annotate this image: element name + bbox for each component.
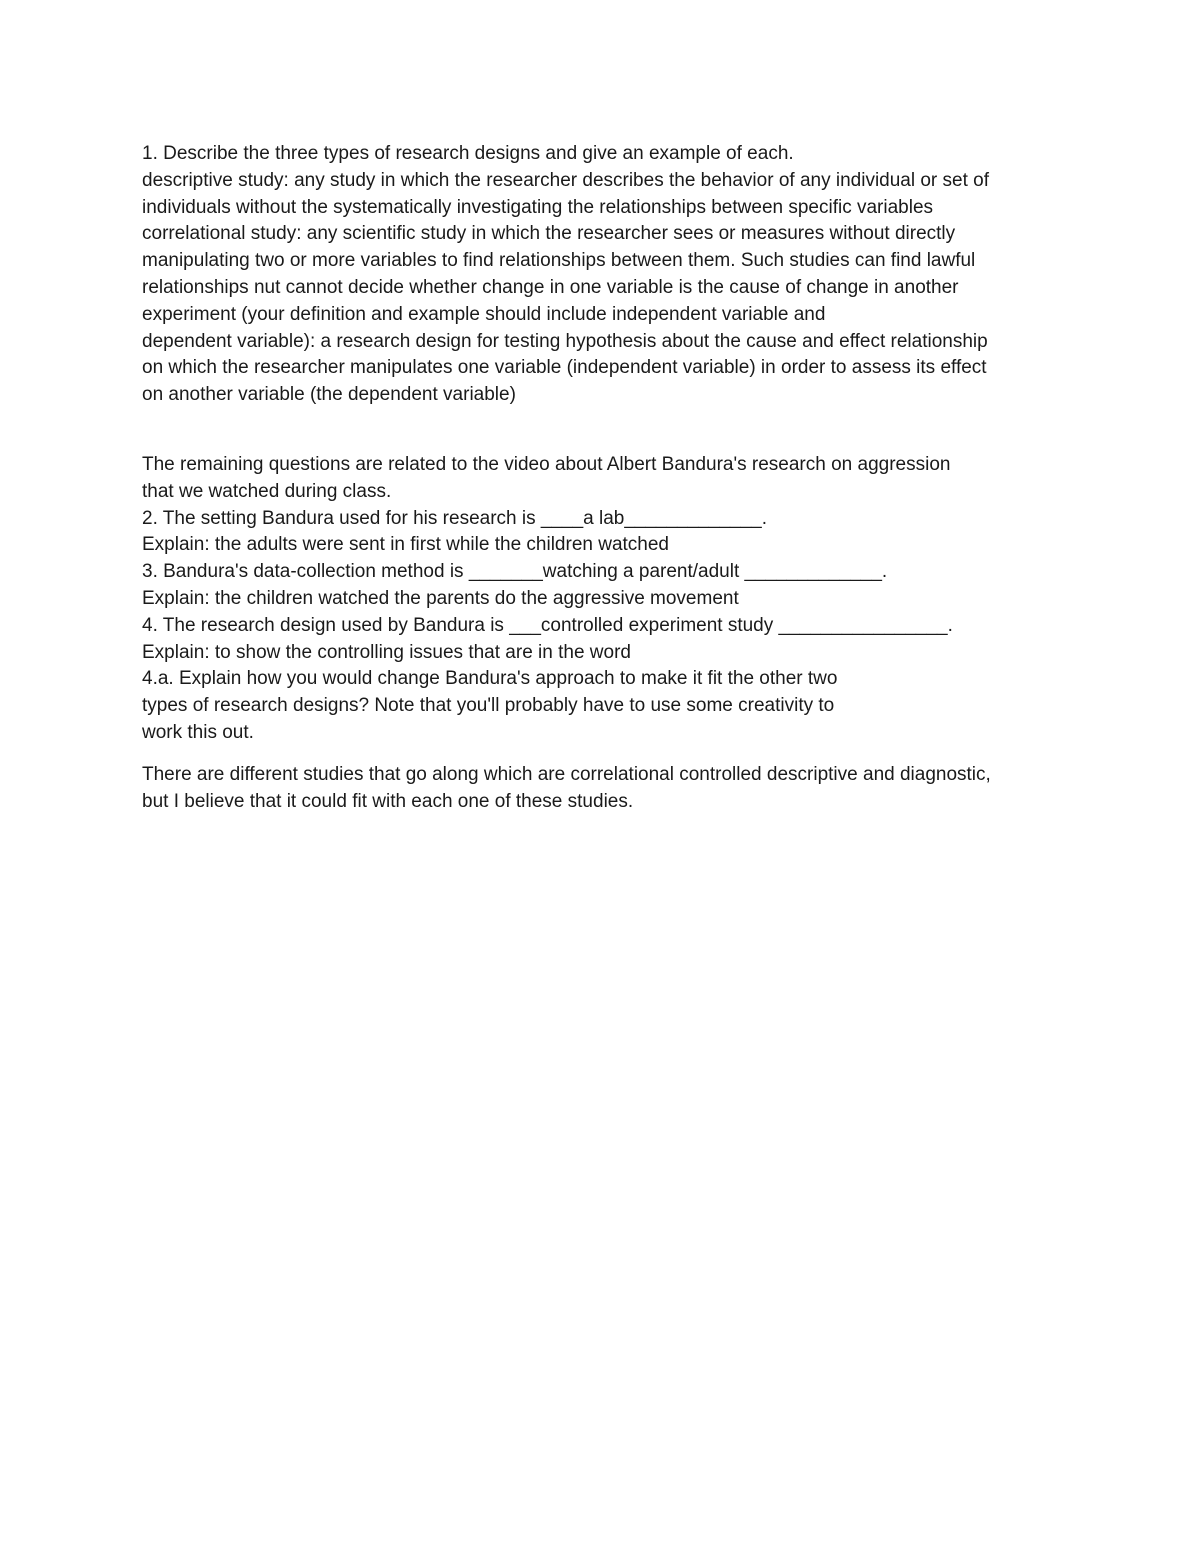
answer-line: correlational study: any scientific study in which the researcher sees or measures without directly bbox=[142, 223, 956, 245]
answer-line: relationships nut cannot decide whether change in one variable is the cause of change in another bbox=[142, 276, 959, 298]
section-spacer bbox=[142, 747, 1082, 762]
bandura-questions-block bbox=[142, 452, 1082, 747]
document-page bbox=[142, 141, 1082, 815]
question-4a-line: types of research designs? Note that you'll probably have to use some creativity to bbox=[142, 695, 835, 717]
question-1-prompt: 1. Describe the three types of research designs and give an example of each. bbox=[142, 143, 794, 164]
answer-4a-line: There are different studies that go along which are correlational controlled descriptive and diagnostic, bbox=[142, 763, 991, 785]
answer-4a-block bbox=[142, 762, 1082, 816]
question-4-line: 4. The research design used by Bandura is ___controlled experiment study ________________. bbox=[142, 614, 953, 636]
answer-line: manipulating two or more variables to find relationships between them. Such studies can find lawful bbox=[142, 250, 976, 272]
question-1-block bbox=[142, 141, 1082, 409]
intro-line: that we watched during class. bbox=[142, 480, 392, 502]
question-4a-line: 4.a. Explain how you would change Bandura's approach to make it fit the other two bbox=[142, 668, 838, 690]
question-3-line: 3. Bandura's data-collection method is _______watching a parent/adult _____________. bbox=[142, 561, 888, 583]
explain-4-line: Explain: to show the controlling issues that are in the word bbox=[142, 641, 631, 663]
answer-line: on another variable (the dependent variable) bbox=[142, 384, 516, 406]
answer-4a-line: but I believe that it could fit with each one of these studies. bbox=[142, 790, 634, 812]
question-4a-line: work this out. bbox=[142, 721, 254, 743]
explain-2-line: Explain: the adults were sent in first while the children watched bbox=[142, 534, 669, 556]
explain-3-line: Explain: the children watched the parents do the aggressive movement bbox=[142, 587, 739, 609]
answer-line: on which the researcher manipulates one variable (independent variable) in order to assess its effect bbox=[142, 357, 987, 379]
intro-line: The remaining questions are related to the video about Albert Bandura's research on aggression bbox=[142, 453, 951, 475]
answer-line: individuals without the systematically investigating the relationships between specific variables bbox=[142, 196, 934, 218]
answer-line: descriptive study: any study in which the researcher describes the behavior of any individual or set of bbox=[142, 169, 990, 191]
section-spacer bbox=[142, 409, 1082, 452]
question-2-line: 2. The setting Bandura used for his research is ____a lab_____________. bbox=[142, 507, 767, 529]
answer-line: dependent variable): a research design for testing hypothesis about the cause and effect relationship bbox=[142, 330, 988, 352]
answer-line: experiment (your definition and example should include independent variable and bbox=[142, 303, 826, 325]
